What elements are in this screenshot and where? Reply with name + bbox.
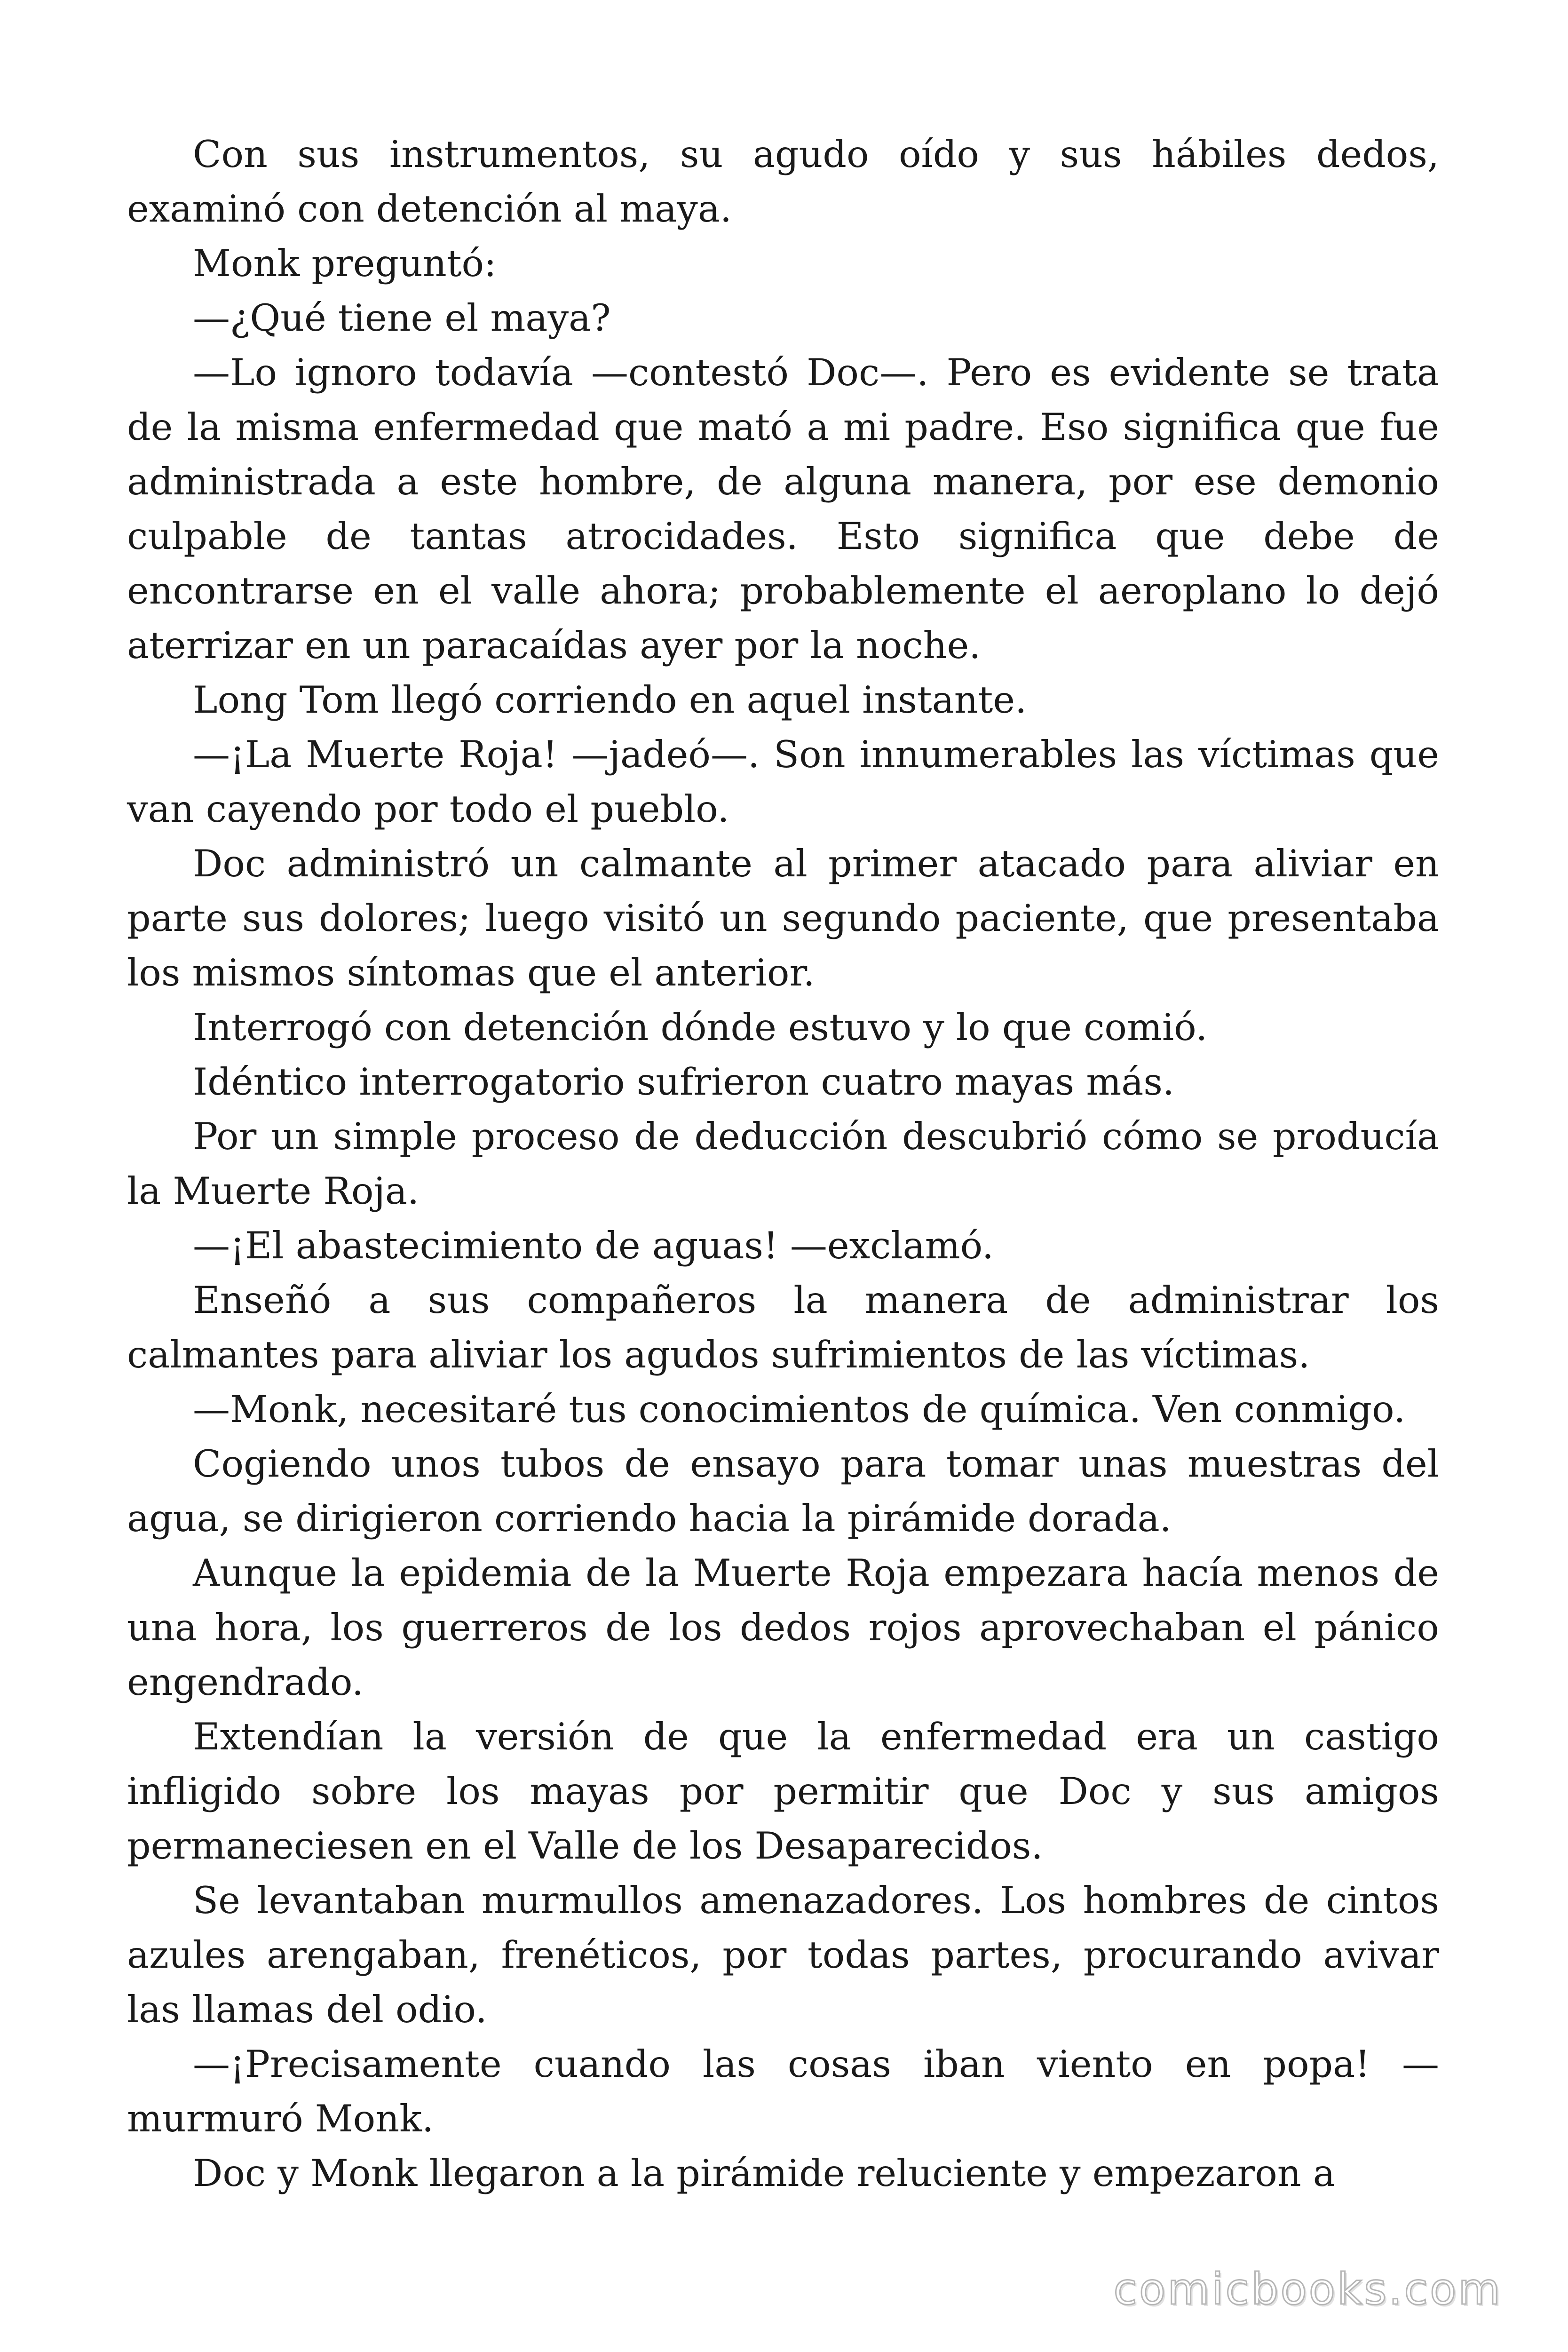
- paragraph: Por un simple proceso de deducción descubrió cómo se producía la Muerte Roja.: [127, 1115, 1439, 1213]
- paragraph: Long Tom llegó corriendo en aquel instante.: [193, 678, 1027, 722]
- paragraph: —Monk, necesitaré tus conocimientos de química. Ven conmigo.: [193, 1388, 1406, 1431]
- paragraph: —¡El abastecimiento de aguas! —exclamó.: [193, 1224, 994, 1267]
- paragraph: Idéntico interrogatorio sufrieron cuatro mayas más.: [193, 1060, 1174, 1104]
- paragraph: Extendían la versión de que la enfermedad era un castigo infligido sobre los mayas por permitir que Doc y sus amigos permaneciesen en el Valle de los Desaparecidos.: [127, 1715, 1439, 1867]
- paragraph: Doc y Monk llegaron a la pirámide reluciente y empezaron a: [193, 2152, 1335, 2195]
- paragraph: Cogiendo unos tubos de ensayo para tomar unas muestras del agua, se dirigieron corriendo hacia la pirámide dorada.: [127, 1442, 1439, 1540]
- paragraph: —¿Qué tiene el maya?: [193, 296, 611, 340]
- paragraph: Enseñó a sus compañeros la manera de administrar los calmantes para aliviar los agudos sufrimientos de las víctimas.: [127, 1279, 1439, 1376]
- paragraph: Con sus instrumentos, su agudo oído y sus hábiles dedos, examinó con detención al maya.: [127, 133, 1439, 230]
- paragraph: Doc administró un calmante al primer atacado para aliviar en parte sus dolores; luego visitó un segundo paciente, que presentaba los mismos síntomas que el anterior.: [127, 842, 1439, 994]
- paragraph: —Lo ignoro todavía —contestó Doc—. Pero es evidente se trata de la misma enfermedad que mató a mi padre. Eso significa que fue administrada a este hombre, de alguna manera, por ese demonio culpable de tantas atrocidades. Esto significa que debe de encontrarse en el valle ahora; probablemente el aeroplano lo dejó aterrizar en un paracaídas ayer por la noche.: [127, 351, 1439, 667]
- paragraph: —¡La Muerte Roja! —jadeó—. Son innumerables las víctimas que van cayendo por todo el pueblo.: [127, 733, 1439, 831]
- paragraph: —¡Precisamente cuando las cosas iban viento en popa! —murmuró Monk.: [127, 2042, 1439, 2140]
- body-text: [127, 127, 1439, 2201]
- paragraph: Monk preguntó:: [193, 242, 497, 285]
- paragraph: Interrogó con detención dónde estuvo y lo que comió.: [193, 1006, 1208, 1049]
- paragraph: Aunque la epidemia de la Muerte Roja empezara hacía menos de una hora, los guerreros de los dedos rojos aprovechaban el pánico engendrado.: [127, 1551, 1439, 1704]
- watermark-logo: comicbooks.com: [1113, 2264, 1502, 2314]
- paragraph: Se levantaban murmullos amenazadores. Los hombres de cintos azules arengaban, frenéticos, por todas partes, procurando avivar las llamas del odio.: [127, 1879, 1439, 2031]
